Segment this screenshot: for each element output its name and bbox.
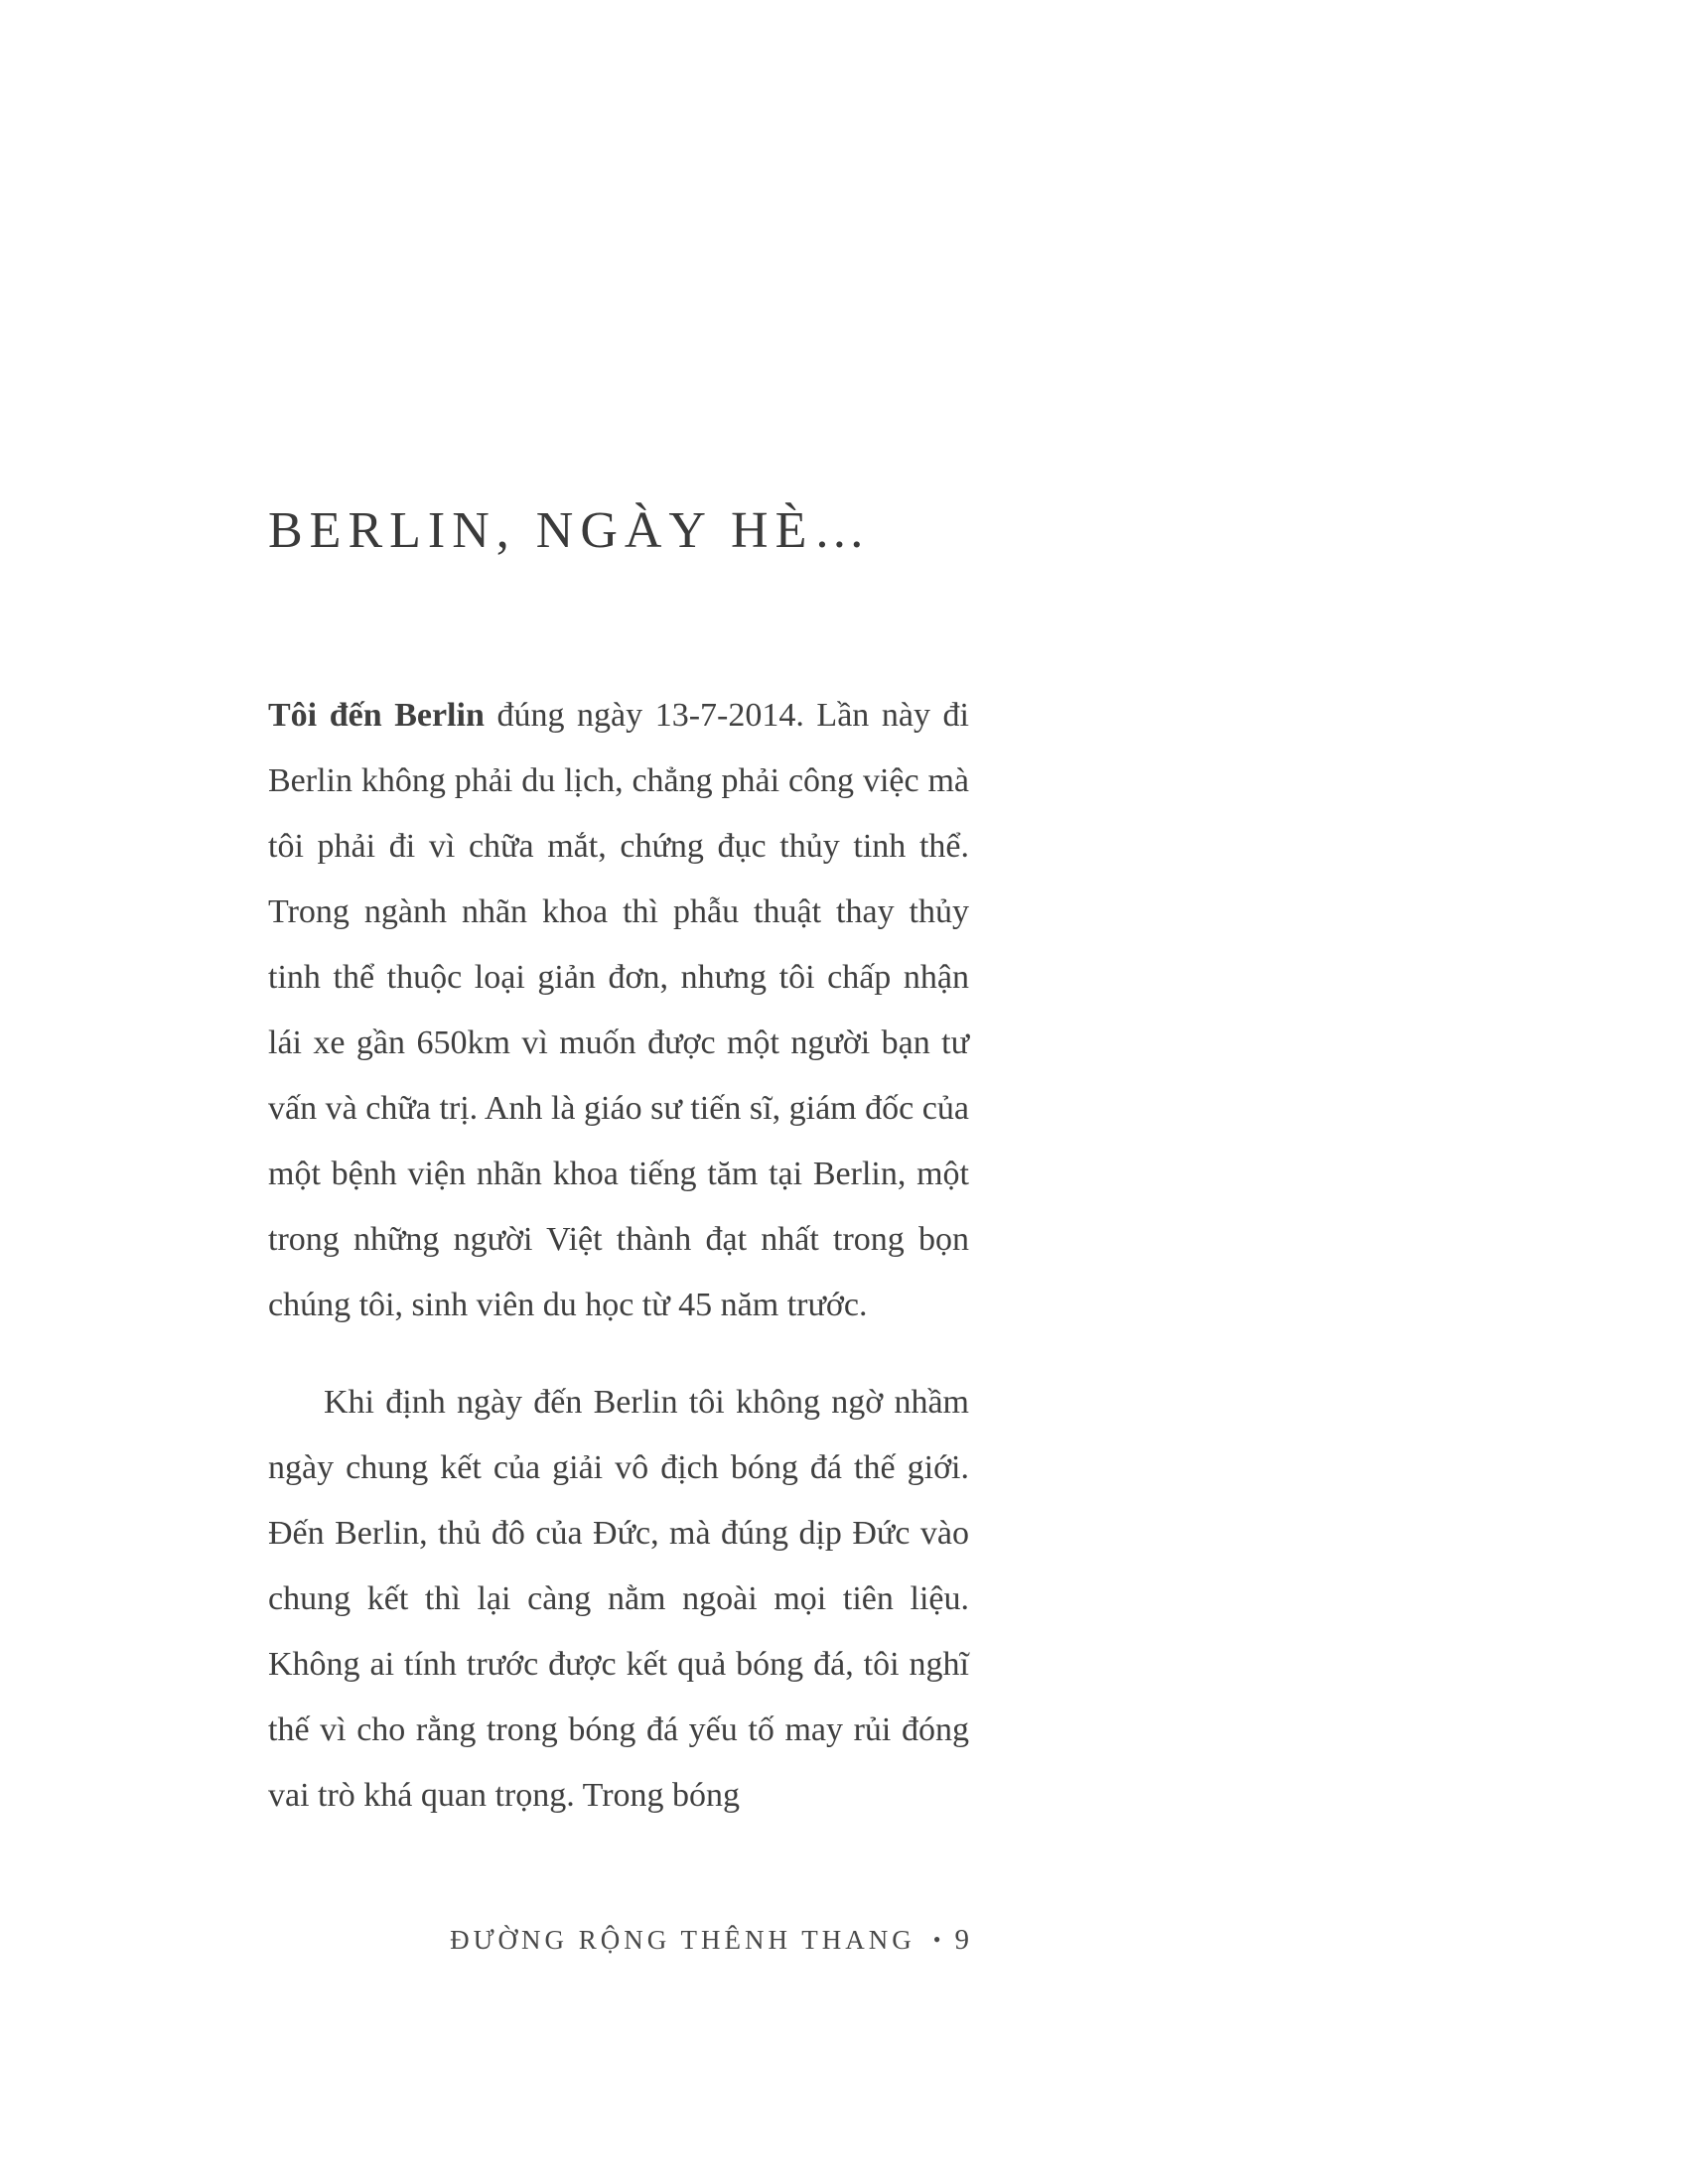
paragraph-1-lead: Tôi đến Berlin <box>268 697 485 734</box>
body-text <box>268 683 969 1829</box>
footer-separator-dot: • <box>932 1927 941 1952</box>
running-title: ĐƯỜNG RỘNG THÊNH THANG <box>450 1925 915 1955</box>
paragraph-1-rest: đúng ngày 13-7-2014. Lần này đi Berlin không phải du lịch, chẳng phải công việc mà tôi phải đi vì chữa mắt, chứng đục thủy tinh thể. Trong ngành nhãn khoa thì phẫu thuật thay thủy tinh thể thuộc loại giản đơn, nhưng tôi chấp nhận lái xe gần 650km vì muốn được một người bạn tư vấn và chữa trị. Anh là giáo sư tiến sĩ, giám đốc của một bệnh viện nhãn khoa tiếng tăm tại Berlin, một trong những người Việt thành đạt nhất trong bọn chúng tôi, sinh viên du học từ 45 năm trước. <box>268 697 969 1323</box>
page-footer <box>268 1924 969 1957</box>
paragraph-1 <box>268 683 969 1338</box>
paragraph-2: Khi định ngày đến Berlin tôi không ngờ nhầm ngày chung kết của giải vô địch bóng đá thế giới. Đến Berlin, thủ đô của Đức, mà đúng dịp Đức vào chung kết thì lại càng nằm ngoài mọi tiên liệu. Không ai tính trước được kết quả bóng đá, tôi nghĩ thế vì cho rằng trong bóng đá yếu tố may rủi đóng vai trò khá quan trọng. Trong bóng <box>268 1384 969 1814</box>
chapter-title: BERLIN, NGÀY HÈ… <box>268 502 873 559</box>
page-number: 9 <box>954 1924 969 1956</box>
